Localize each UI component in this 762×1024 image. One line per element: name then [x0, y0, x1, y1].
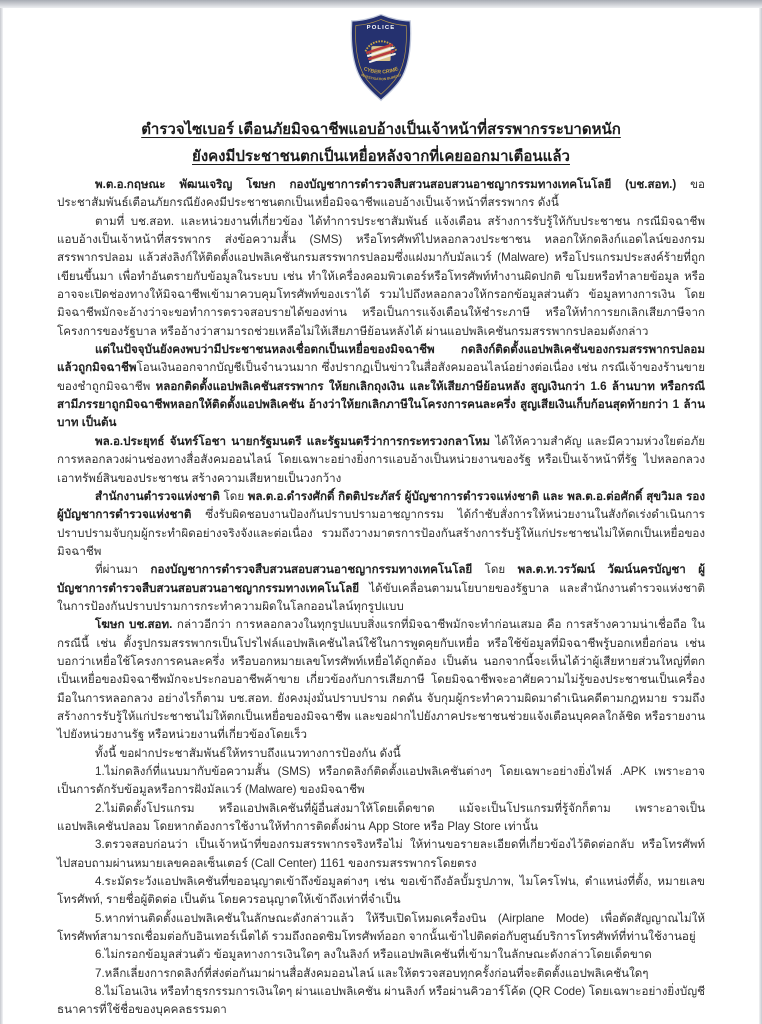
paragraph: พล.อ.ประยุทธ์ จันทร์โอชา นายกรัฐมนตรี และรัฐมนตรีว่าการกระทรวงกลาโหม ได้ให้ความสำคัญ และมีความห่วงใยต่อภัยการหลอกลวงผ่านช่องทางสื่อสังคมออนไลน์ โดยเฉพาะอย่างยิ่งการแอบอ้างเป็นหน่วยงานของรัฐ หรือเป็นเจ้าหน้าที่รัฐ ไปหลอกลวงเอาทรัพย์สินของประชาชน สร้างความเสียหายเป็นวงกว้าง [57, 434, 706, 485]
guideline-item: 8.ไม่โอนเงิน หรือทำธุรกรรมการเงินใดๆ ผ่านแอปพลิเคชัน ผ่านลิงก์ หรือผ่านคิวอาร์โค้ด (QR Code) โดยเฉพาะอย่างยิ่งบัญชีธนาคารที่ใช้ชื่อของบุคคลธรรมดา [57, 985, 705, 1017]
guideline-item: 5.หากท่านติดตั้งแอปพลิเคชันในลักษณะดังกล่าวแล้ว ให้รีบเปิดโหมดเครื่องบิน (Airplane Mode) เพื่อตัดสัญญาณไม่ให้โทรศัพท์สามารถเชื่อมต่อกับอินเทอร์เน็ตได้ รวมถึงถอดซิมโทรศัพท์ออก จากนั้นเข้าไปติดต่อกับศูนย์บริการโทรศัพท์ที่ท่านใช้งานอยู่ [57, 911, 705, 944]
document-title [57, 116, 705, 170]
guideline-item: 2.ไม่ติดตั้งโปรแกรม หรือแอปพลิเคชันที่ผู้อื่นส่งมาให้โดยเด็ดขาด แม้จะเป็นโปรแกรมที่รู้จักก็ตาม เพราะอาจเป็นแอปพลิเคชันปลอม โดยหากต้องการใช้งานให้ทำการติดตั้งผ่าน App Store หรือ Play Store เท่านั้น [57, 801, 705, 834]
page-left-edge [0, 8, 3, 1024]
paragraph: แต่ในปัจจุบันยังคงพบว่ามีประชาชนหลงเชื่อตกเป็นเหยื่อของมิจฉาชีพ กดลิงก์ติดตั้งแอปพลิเคชันของกรมสรรพากรปลอม แล้วถูกมิจฉาชีพโอนเงินออกจากบัญชีเป็นจำนวนมาก ซึ่งปรากฏเป็นข่าวในสื่อสังคมออนไลน์อย่างต่อเนื่อง เช่น กรณีเจ้าของร้านขายของชำถูกมิจฉาชีพ หลอกติดตั้งแอปพลิเคชันสรรพากร ให้ยกเลิกถุงเงิน และให้เสียภาษีย้อนหลัง สูญเงินกว่า 1.6 ล้านบาท หรือกรณีสามีภรรยาถูกมิจฉาชีพหลอกให้ติดตั้งแอปพลิเคชัน อ้างว่าให้ยกเลิกภาษีในโครงการคนละครึ่ง สูญเสียเงินเก็บก้อนสุดท้ายกว่า 1 ล้านบาท เป็นต้น [57, 343, 705, 430]
guideline-item: 4.ระมัดระวังแอปพลิเคชันที่ขออนุญาตเข้าถึงข้อมูลต่างๆ เช่น ขอเข้าถึงอัลบั้มรูปภาพ, ไมโครโฟน, ตำแหน่งที่ตั้ง, หมายเลขโทรศัพท์, รายชื่อผู้ติดต่อ เป็นต้น โดยควรอนุญาตให้เข้าถึงเท่าที่จำเป็น [57, 875, 705, 907]
paragraph: โฆษก บช.สอท. กล่าวอีกว่า การหลอกลวงในทุกรูปแบบสิ่งแรกที่มิจฉาชีพมักจะทำก่อนเสมอ คือ การสร้างความน่าเชื่อถือ ในกรณีนี้ เช่น ตั้งรูปกรมสรรพากรเป็นโปรไฟล์แอปพลิเคชันไลน์ใช้ในการพูดคุยกับเหยื่อ หรือใช้ข้อมูลที่มิจฉาชีพรู้บอกเหยื่อก่อน เช่น บอกว่าเหยื่อใช้โครงการคนละครึ่ง หรือบอกหมายเลขโทรศัพท์เหยื่อได้ถูกต้อง เป็นต้น นอกจากนี้จะเห็นได้ว่าผู้เสียหายส่วนใหญ่ที่ตกเป็นเหยื่อของมิจฉาชีพมักจะประกอบอาชีพค้าขาย เกี่ยวข้องกับการเสียภาษี โดยมิจฉาชีพจะอาศัยความไม่รู้ของประชาชนเป็นเครื่องมือในการหลอกลวง อย่างไรก็ตาม บช.สอท. ยังคงมุ่งมั่นปราบปราม กดดัน จับกุมผู้กระทำความผิดมาดำเนินคดีตามกฎหมาย รวมถึงสร้างการรับรู้ให้แก่ประชาชนไม่ให้ตกเป็นเหยื่อของมิจฉาชีพ และขอฝากไปยังภาคประชาชนช่วยแจ้งเตือนบุคคลใกล้ชิด หรือรายงานไปยังหน่วยงานรัฐ หรือหน่วยงานที่เกี่ยวข้องโดยเร็ว [57, 618, 705, 742]
cyber-crime-bureau-badge-icon [344, 12, 418, 104]
document-body [57, 176, 705, 1020]
paragraph: ที่ผ่านมา กองบัญชาการตำรวจสืบสวนสอบสวนอาชญากรรมทางเทคโนโลยี โดย พล.ต.ท.วรวัฒน์ วัฒน์นครบัญชา ผู้บัญชาการตำรวจสืบสวนสอบสวนอาชญากรรมทางเทคโนโลยี ได้ขับเคลื่อนตามนโยบายของรัฐบาล และสำนักงานตำรวจแห่งชาติ ในการป้องกันปราบปรามการกระทำความผิดในโลกออนไลน์ทุกรูปแบบ [57, 563, 705, 613]
title-line-1: ตำรวจไซเบอร์ เตือนภัยมิจฉาชีพแอบอ้างเป็นเจ้าหน้าที่สรรพากรระบาดหนัก [141, 121, 621, 138]
badge-police-label: POLICE [366, 25, 396, 32]
guideline-item: 1.ไม่กดลิงก์ที่แนบมากับข้อความสั้น (SMS) หรือกดลิงก์ติดตั้งแอปพลิเคชันต่างๆ โดยเฉพาะอย่างยิ่งไฟล์ .APK เพราะอาจเป็นการดักรับข้อมูลหรือการฝังมัลแวร์ (Malware) ของมิจฉาชีพ [57, 765, 705, 797]
paragraph: สำนักงานตำรวจแห่งชาติ โดย พล.ต.อ.ดำรงศักดิ์ กิตติประภัสร์ ผู้บัญชาการตำรวจแห่งชาติ และ พล.ต.อ.ต่อศักดิ์ สุขวิมล รองผู้บัญชาการตำรวจแห่งชาติ ซึ่งรับผิดชอบงานป้องกันปราบปรามอาชญากรรม ได้กำชับสั่งการให้หน่วยงานในสังกัดเร่งดำเนินการปราบปรามจับกุมผู้กระทำผิดอย่างจริงจังและต่อเนื่อง รวมถึงวางมาตรการป้องกันสร้างการรับรู้ให้แก่ประชาชนไม่ให้ตกเป็นเหยื่อของมิจฉาชีพ [57, 489, 705, 558]
paragraph: พ.ต.อ.กฤษณะ พัฒนเจริญ โฆษก กองบัญชาการตำรวจสืบสวนสอบสวนอาชญากรรมทางเทคโนโลยี (บช.สอท.) ขอประชาสัมพันธ์เตือนภัยกรณียังคงมีประชาชนตกเป็นเหยื่อมิจฉาชีพแอบอ้างเป็นเจ้าหน้าที่สรรพากร ดังนี้ [57, 178, 705, 210]
guideline-item: 7.หลีกเลี่ยงการกดลิงก์ที่ส่งต่อกันมาผ่านสื่อสังคมออนไลน์ และให้ตรวจสอบทุกครั้งก่อนที่จะติดตั้งแอปพลิเคชันใดๆ [95, 966, 649, 980]
guideline-item: 6.ไม่กรอกข้อมูลส่วนตัว ข้อมูลทางการเงินใดๆ ลงในลิงก์ หรือแอปพลิเคชันที่เข้ามาในลักษณะดังกล่าวโดยเด็ดขาด [95, 948, 652, 962]
badge-bureau-label: INVESTIGATION BUREAU [360, 72, 402, 82]
paragraph: ตามที่ บช.สอท. และหน่วยงานที่เกี่ยวข้อง ได้ทำการประชาสัมพันธ์ แจ้งเตือน สร้างการรับรู้ให้กับประชาชน กรณีมิจฉาชีพแอบอ้างเป็นเจ้าหน้าที่สรรพากร ส่งข้อความสั้น (SMS) หรือโทรศัพท์ไปหลอกลวงประชาชน หลอกให้กดลิงก์แอดไลน์ของกรมสรรพากรปลอม แล้วส่งลิงก์ให้ติดตั้งแอปพลิเคชันกรมสรรพากรปลอมซึ่งแฝงมากับมัลแวร์ (Malware) หรือโปรแกรมประสงค์ร้ายที่ถูกเขียนขึ้นมา เพื่อทำอันตรายกับข้อมูลในระบบ เช่น ทำให้เครื่องคอมพิวเตอร์หรือโทรศัพท์ทำงานผิดปกติ ขโมยหรือทำลายข้อมูล หรืออาจจะเปิดช่องทางให้มิจฉาชีพเข้ามาควบคุมโทรศัพท์ของเราได้ รวมไปถึงหลอกลวงให้กรอกข้อมูลส่วนตัว ข้อมูลทางการเงิน โดยมิจฉาชีพมักจะอ้างว่าจะขอทำการตรวจสอบรายได้ของท่าน หรือเป็นการแจ้งเตือนให้ชำระภาษี หรือให้ทำการยกเลิกเสียภาษีจากโครงการของรัฐบาล หรืออ้างว่าสามารถช่วยเหลือไม่ให้เสียภาษีย้อนหลังได้ ผ่านแอปพลิเคชันกรมสรรพากรปลอมดังกล่าว [57, 214, 705, 338]
title-line-2: ยังคงมีประชาชนตกเป็นเหยื่อหลังจากที่เคยออกมาเตือนแล้ว [192, 148, 570, 165]
guideline-item: 3.ตรวจสอบก่อนว่า เป็นเจ้าหน้าที่ของกรมสรรพากรจริงหรือไม่ ให้ท่านขอรายละเอียดที่เกี่ยวข้องไว้ติดต่อกลับ หรือโทรศัพท์ไปสอบถามผ่านหมายเลขคอลเซ็นเตอร์ (Call Center) 1161 ของกรมสรรพากรโดยตรง [57, 838, 705, 870]
viewer-top-edge [0, 0, 762, 8]
badge-cyber-crime-label: CYBER CRIME [362, 66, 400, 76]
police-badge [0, 12, 762, 104]
paragraph: ทั้งนี้ ขอฝากประชาสัมพันธ์ให้ทราบถึงแนวทางการป้องกัน ดังนี้ [95, 746, 401, 760]
